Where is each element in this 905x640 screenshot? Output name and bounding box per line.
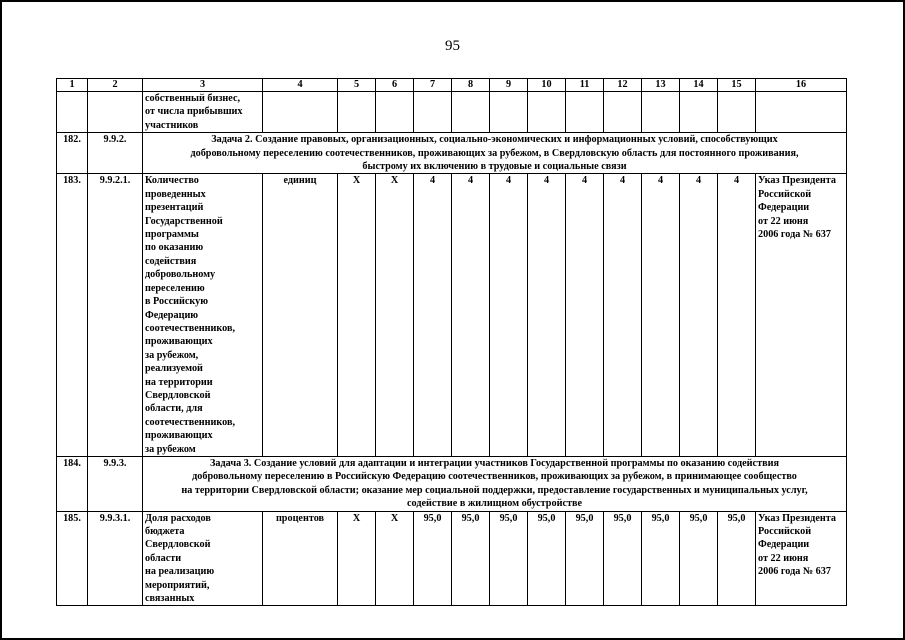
- value-cell: 95,0: [490, 511, 528, 606]
- column-number: 15: [718, 79, 756, 92]
- table-row-indicator-183: [57, 174, 847, 457]
- value-cell: 4: [528, 174, 566, 457]
- value-cell: 95,0: [566, 511, 604, 606]
- indicator-name: собственный бизнес, от числа прибывших участников: [143, 92, 263, 133]
- column-number: 7: [414, 79, 452, 92]
- value-cell: 95,0: [680, 511, 718, 606]
- value-cell: Х: [338, 174, 376, 457]
- value-cell: 4: [718, 174, 756, 457]
- row-code: 9.9.3.: [88, 456, 143, 511]
- column-number: 14: [680, 79, 718, 92]
- column-number: 12: [604, 79, 642, 92]
- task-heading: Задача 3. Создание условий для адаптации и интеграции участников Государственной программы по оказанию содействия добровольному переселению в Российскую Федерацию соотечественников, проживающих за рубежом, в принимающее сообщество на территории Свердловской области; оказание мер социальной поддержки, предоставление государственных и муниципальных услуг, содействие в жилищном обустройстве: [143, 456, 847, 511]
- indicators-table: [56, 78, 847, 606]
- column-number: 13: [642, 79, 680, 92]
- column-number: 9: [490, 79, 528, 92]
- table-row-indicator-185: [57, 511, 847, 606]
- row-code: 9.9.2.1.: [88, 174, 143, 457]
- legal-basis-cell: Указ Президента Российской Федерации от 22 июня 2006 года № 637: [756, 174, 847, 457]
- value-cell: 4: [566, 174, 604, 457]
- unit-cell: единиц: [263, 174, 338, 457]
- column-number-row: [57, 79, 847, 92]
- column-number: 5: [338, 79, 376, 92]
- value-cell: 4: [642, 174, 680, 457]
- value-cell: 4: [452, 174, 490, 457]
- value-cell: 4: [680, 174, 718, 457]
- column-number: 3: [143, 79, 263, 92]
- legal-basis-cell: Указ Президента Российской Федерации от 22 июня 2006 года № 637: [756, 511, 847, 606]
- indicator-name: Доля расходов бюджета Свердловской области на реализацию мероприятий, связанных: [143, 511, 263, 606]
- table-row-continued: [57, 92, 847, 133]
- value-cell: 4: [490, 174, 528, 457]
- row-number: 183.: [57, 174, 88, 457]
- unit-cell: процентов: [263, 511, 338, 606]
- column-number: 10: [528, 79, 566, 92]
- value-cell: 4: [414, 174, 452, 457]
- indicator-name: Количество проведенных презентаций Государственной программы по оказанию содействия добровольному переселению в Российскую Федерацию соотечественников, проживающих за рубежом, реализуемой на территории Свердловской области, для соотечественников, проживающих за рубежом: [143, 174, 263, 457]
- row-code: 9.9.3.1.: [88, 511, 143, 606]
- value-cell: 95,0: [414, 511, 452, 606]
- column-number: 6: [376, 79, 414, 92]
- row-number: 185.: [57, 511, 88, 606]
- value-cell: 95,0: [718, 511, 756, 606]
- column-number: 1: [57, 79, 88, 92]
- column-number: 2: [88, 79, 143, 92]
- column-number: 16: [756, 79, 847, 92]
- value-cell: 4: [604, 174, 642, 457]
- row-number: 184.: [57, 456, 88, 511]
- value-cell: 95,0: [528, 511, 566, 606]
- column-number: 8: [452, 79, 490, 92]
- column-number: 4: [263, 79, 338, 92]
- row-number: 182.: [57, 133, 88, 174]
- value-cell: 95,0: [604, 511, 642, 606]
- table-row-task-2: [57, 133, 847, 174]
- column-number: 11: [566, 79, 604, 92]
- value-cell: Х: [338, 511, 376, 606]
- value-cell: 95,0: [452, 511, 490, 606]
- value-cell: 95,0: [642, 511, 680, 606]
- page-number: 95: [445, 38, 460, 54]
- task-heading: Задача 2. Создание правовых, организационных, социально-экономических и информационных условий, способствующих добровольному переселению соотечественников, проживающих за рубежом, в Свердловскую область для постоянного проживания, быстрому их включению в трудовые и социальные связи: [143, 133, 847, 174]
- table-row-task-3: [57, 456, 847, 511]
- value-cell: Х: [376, 511, 414, 606]
- row-code: 9.9.2.: [88, 133, 143, 174]
- value-cell: Х: [376, 174, 414, 457]
